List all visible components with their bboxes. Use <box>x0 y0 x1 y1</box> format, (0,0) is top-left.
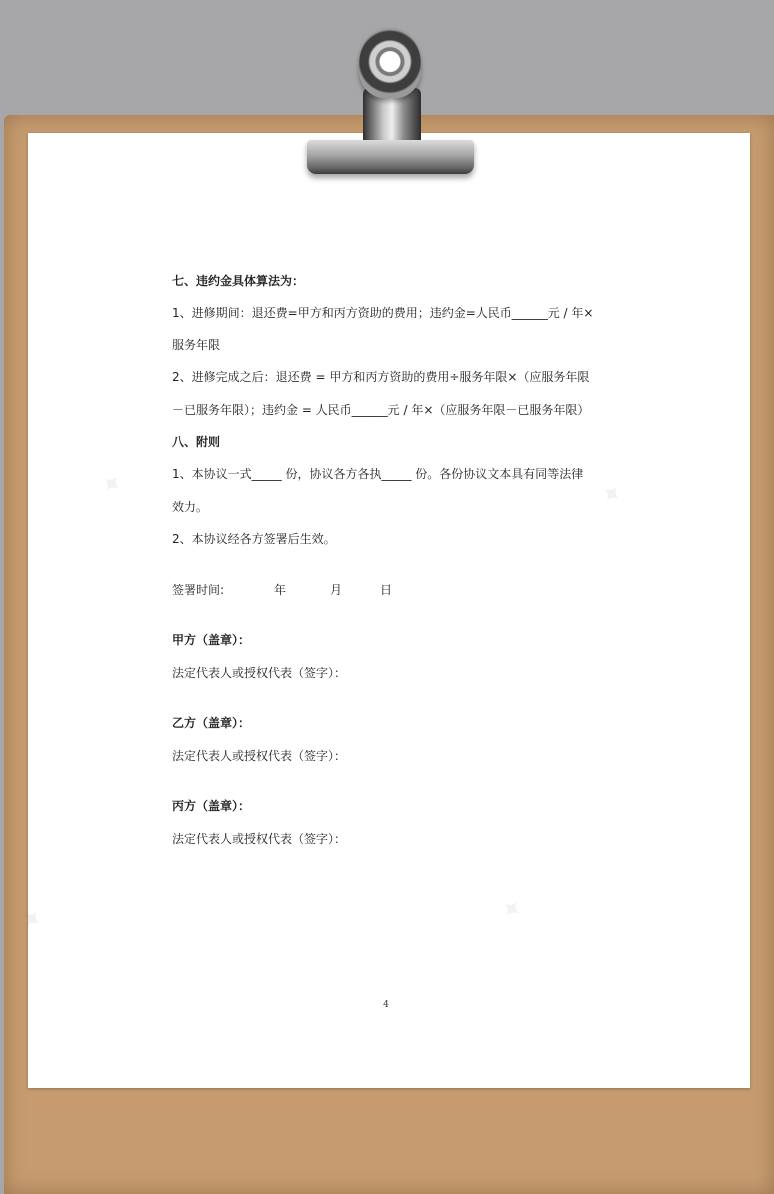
section-8-heading: 八、附则 <box>172 435 221 449</box>
clause-8-1-line-1: 1、本协议一式_____ 份，协议各方各执_____ 份。各份协议文本具有同等法律 <box>172 467 584 481</box>
party-c-rep: 法定代表人或授权代表（签字）： <box>172 832 347 846</box>
sign-date-label: 签署时间: <box>172 583 225 597</box>
party-a-rep: 法定代表人或授权代表（签字）： <box>172 666 347 680</box>
page-number: 4 <box>383 1000 389 1010</box>
sign-date-day: 日 <box>380 583 393 597</box>
party-b-title: 乙方（盖章）： <box>172 716 251 730</box>
clause-8-1-line-2: 效力。 <box>172 500 209 514</box>
binder-clip-base <box>307 140 474 174</box>
watermark: ✦ <box>93 466 129 504</box>
clause-7-1-line-1: 1、进修期间：退还费=甲方和丙方资助的费用；违约金=人民币______元 / 年× <box>172 306 594 320</box>
document-page <box>28 133 750 1088</box>
clause-7-1-line-2: 服务年限 <box>172 338 221 352</box>
section-7-heading: 七、违约金具体算法为： <box>172 274 305 288</box>
watermark: ✦ <box>13 901 49 939</box>
party-a-title: 甲方（盖章）： <box>172 633 251 647</box>
watermark: ✦ <box>593 476 629 514</box>
sign-date-year: 年 <box>274 583 287 597</box>
binder-clip-ring <box>359 28 421 98</box>
watermark: ✦ <box>493 891 529 929</box>
clause-7-2-line-1: 2、进修完成之后：退还费 = 甲方和丙方资助的费用÷服务年限×（应服务年限 <box>172 370 590 384</box>
clause-7-2-line-2: －已服务年限）；违约金 = 人民币______元 / 年×（应服务年限－已服务年限） <box>172 403 590 417</box>
party-b-rep: 法定代表人或授权代表（签字）： <box>172 749 347 763</box>
sign-date-month: 月 <box>330 583 343 597</box>
clause-8-2: 2、本协议经各方签署后生效。 <box>172 532 336 546</box>
party-c-title: 丙方（盖章）： <box>172 799 251 813</box>
